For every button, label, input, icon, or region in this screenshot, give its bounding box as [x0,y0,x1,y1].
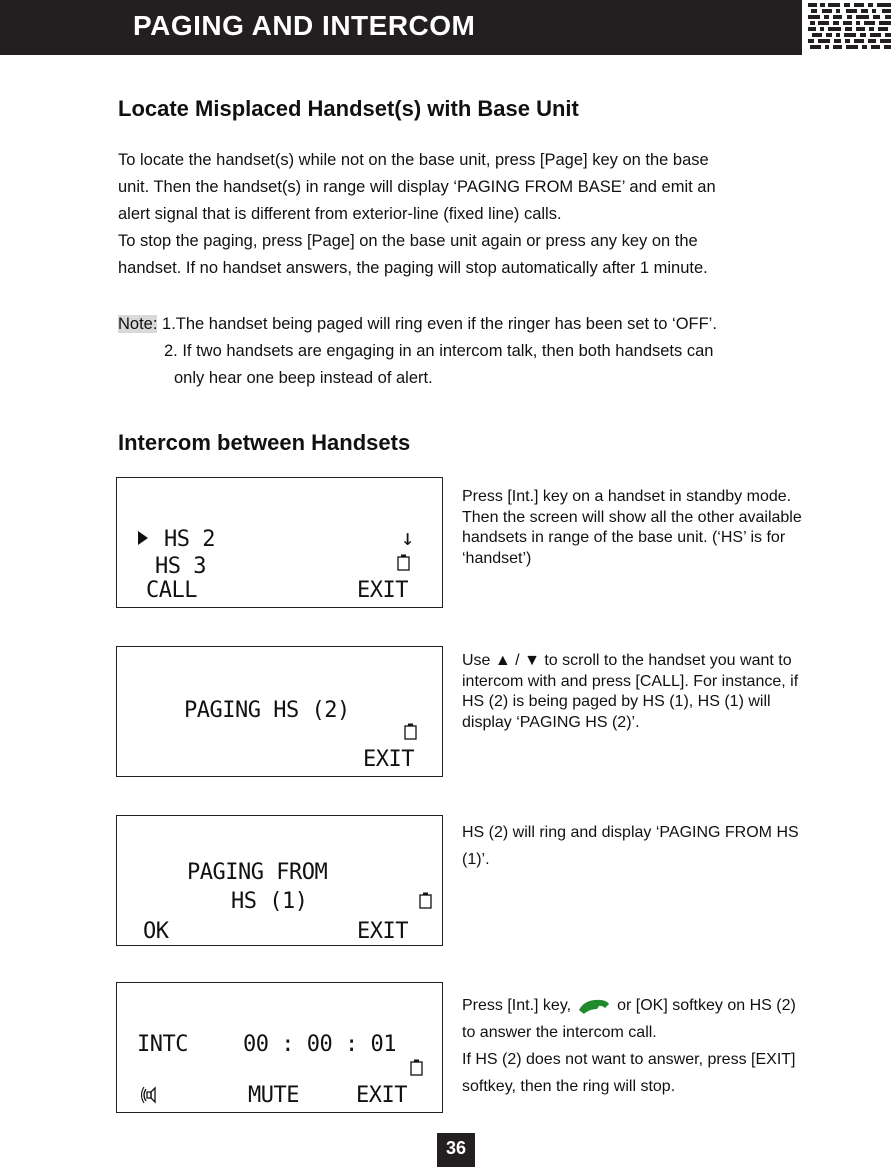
call-timer: 00 : 00 : 01 [243,1032,396,1057]
battery-icon [410,1059,423,1076]
locate-paragraph [118,147,716,282]
battery-icon [419,892,432,909]
softkey-exit: EXIT [357,919,408,944]
page-title: PAGING AND INTERCOM [133,10,476,41]
lcd-screen-paging-from [116,815,443,946]
lcd-screen-paging-hs [116,646,443,777]
softkey-exit: EXIT [356,1083,407,1108]
locate-line: To stop the paging, press [Page] on the base unit again or press any key on the [118,232,698,250]
lcd-line-paging-hs2: PAGING HS (2) [184,698,350,723]
step1-description [462,487,807,569]
lcd-screen-handset-list [116,477,443,608]
page-number: 36 [437,1133,475,1167]
lcd-line-hs1: HS (1) [231,889,308,914]
step4-description [462,992,807,1100]
scroll-down-arrow-icon: ↓ [401,526,414,551]
lcd-line-hs2: HS 2 [164,527,215,552]
battery-icon [397,554,410,571]
talk-phone-icon [577,997,611,1015]
step4-text-1: Press [Int.] key, [462,997,572,1014]
note-line-2: 2. If two handsets are engaging in an intercom talk, then both handsets can [164,342,714,360]
note-line-3: only hear one beep instead of alert. [174,369,433,387]
lcd-line-intc: INTC [137,1032,188,1057]
qr-pattern-icon [806,0,896,55]
softkey-mute: MUTE [248,1083,299,1108]
softkey-call: CALL [146,578,197,603]
note-block [118,311,717,392]
softkey-exit: EXIT [357,578,408,603]
lcd-line-paging-from: PAGING FROM [187,860,328,885]
selector-arrow-icon [137,530,149,546]
softkey-ok: OK [143,919,169,944]
locate-line: alert signal that is different from exterior-line (fixed line) calls. [118,205,562,223]
section-heading-intercom: Intercom between Handsets [118,430,411,455]
lcd-screen-intercom-active [116,982,443,1113]
step3-description: HS (2) will ring and display ‘PAGING FROM HS (1)’. [462,824,799,868]
section-heading-locate: Locate Misplaced Handset(s) with Base Unit [118,96,579,121]
step4-text-3: If HS (2) does not want to answer, press [EXIT] softkey, then the ring will stop. [462,1051,796,1095]
note-line-1 [118,311,717,338]
note-label: Note: [118,315,158,333]
step2-description: Use ▲ / ▼ to scroll to the handset you want to intercom with and press [CALL]. For instance, if HS (2) is being paged by HS (1), HS (1) will display ‘PAGING HS (2)’. [462,652,799,731]
battery-icon [404,723,417,740]
note-text-1: 1.The handset being paged will ring even if the ringer has been set to ‘OFF’. [157,315,717,333]
locate-line: To locate the handset(s) while not on the base unit, press [Page] key on the base [118,151,709,169]
step1-text: Press [Int.] key on a handset in standby mode. Then the screen will show all the other available handsets in range of the base unit. (‘HS’ is for ‘handset’) [462,488,802,567]
lcd-line-hs3: HS 3 [155,554,206,579]
softkey-exit: EXIT [363,747,414,772]
locate-line: unit. Then the handset(s) in range will display ‘PAGING FROM BASE’ and emit an [118,178,716,196]
locate-line: handset. If no handset answers, the paging will stop automatically after 1 minute. [118,259,708,277]
step4-text-2: or [OK] softkey on HS (2) to answer the intercom call. [462,997,796,1041]
speaker-icon [141,1085,163,1105]
header-bar [0,0,802,55]
